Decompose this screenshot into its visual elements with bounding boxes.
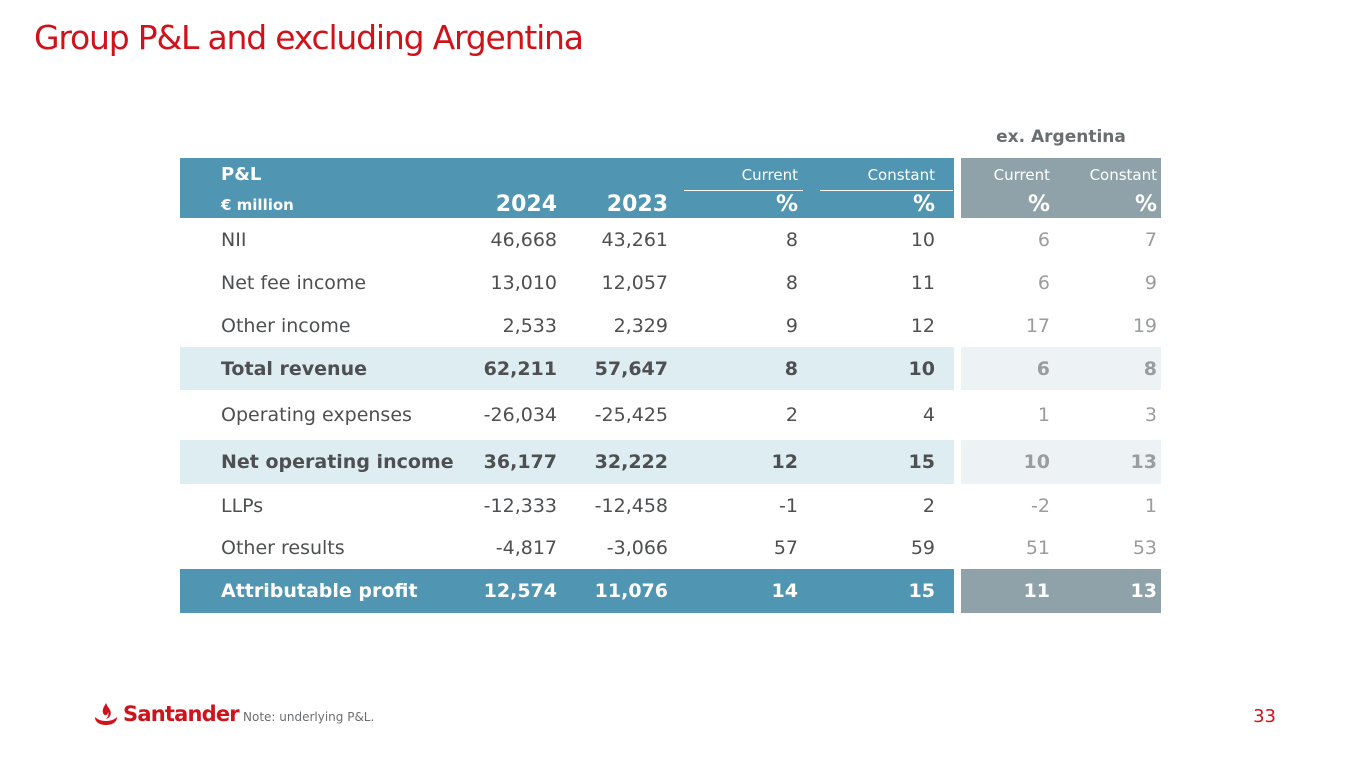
header-unit: € million bbox=[221, 196, 294, 214]
cell-ex-constant-pct: 13 bbox=[1130, 580, 1157, 602]
cell-2024: 12,574 bbox=[483, 580, 557, 602]
table-row-net-operating-income bbox=[180, 440, 1161, 484]
cell-2024: 46,668 bbox=[490, 228, 557, 251]
cell-ex-constant-pct: 7 bbox=[1144, 228, 1157, 251]
header-constant: Constant bbox=[867, 166, 935, 184]
cell-constant-pct: 15 bbox=[908, 580, 935, 602]
cell-ex-current-pct: 11 bbox=[1023, 580, 1050, 602]
cell-constant-pct: 10 bbox=[910, 228, 935, 251]
row-label: Net fee income bbox=[221, 271, 367, 294]
header-year-2024: 2024 bbox=[495, 192, 557, 217]
table-row bbox=[180, 304, 1161, 347]
table-row bbox=[180, 261, 1161, 304]
brand-name: Santander bbox=[123, 702, 239, 726]
cell-constant-pct: 12 bbox=[910, 314, 935, 337]
cell-2023: 2,329 bbox=[613, 314, 668, 337]
row-label: NII bbox=[221, 228, 247, 251]
cell-ex-current-pct: 10 bbox=[1023, 451, 1050, 473]
cell-ex-constant-pct: 13 bbox=[1130, 451, 1157, 473]
cell-2024: 36,177 bbox=[483, 451, 557, 473]
table-row-total-revenue bbox=[180, 347, 1161, 390]
cell-ex-current-pct: 17 bbox=[1025, 314, 1050, 337]
cell-constant-pct: 2 bbox=[922, 494, 935, 517]
cell-ex-current-pct: 6 bbox=[1037, 271, 1050, 294]
header-current-pct: % bbox=[775, 192, 798, 217]
cell-2023: 32,222 bbox=[594, 451, 668, 473]
cell-current-pct: 8 bbox=[785, 228, 798, 251]
header-main-bg bbox=[180, 158, 954, 218]
cell-ex-constant-pct: 53 bbox=[1132, 537, 1157, 559]
table-row bbox=[180, 393, 1161, 437]
table-row bbox=[180, 218, 1161, 261]
cell-ex-current-pct: -2 bbox=[1031, 494, 1050, 517]
ex-argentina-label: ex. Argentina bbox=[996, 127, 1126, 147]
cell-constant-pct: 10 bbox=[908, 357, 935, 380]
cell-2023: -3,066 bbox=[606, 537, 668, 559]
flame-icon bbox=[93, 702, 119, 726]
cell-current-pct: 8 bbox=[784, 357, 798, 380]
cell-2024: -26,034 bbox=[483, 404, 557, 426]
cell-constant-pct: 11 bbox=[910, 271, 935, 294]
header-ex-constant-pct: % bbox=[1134, 192, 1157, 217]
cell-constant-pct: 59 bbox=[910, 537, 935, 559]
page-number: 33 bbox=[1253, 706, 1276, 727]
cell-ex-constant-pct: 3 bbox=[1144, 404, 1157, 426]
cell-2023: 57,647 bbox=[594, 357, 668, 380]
header-ex-current: Current bbox=[993, 166, 1050, 184]
cell-current-pct: 57 bbox=[773, 537, 798, 559]
cell-constant-pct: 15 bbox=[908, 451, 935, 473]
page-title: Group P&L and excluding Argentina bbox=[34, 18, 583, 57]
header-divider-constant bbox=[820, 190, 953, 191]
cell-current-pct: 12 bbox=[771, 451, 798, 473]
cell-2023: 11,076 bbox=[594, 580, 668, 602]
cell-2023: 12,057 bbox=[601, 271, 668, 294]
row-label: Attributable profit bbox=[221, 580, 418, 602]
header-current: Current bbox=[741, 166, 798, 184]
cell-2024: 2,533 bbox=[502, 314, 557, 337]
table-row-attributable-profit bbox=[180, 569, 1161, 613]
cell-ex-constant-pct: 1 bbox=[1144, 494, 1157, 517]
row-label: Other results bbox=[221, 537, 345, 559]
cell-ex-current-pct: 6 bbox=[1036, 357, 1050, 380]
cell-ex-constant-pct: 19 bbox=[1132, 314, 1157, 337]
cell-2024: 13,010 bbox=[490, 271, 557, 294]
cell-ex-current-pct: 6 bbox=[1037, 228, 1050, 251]
header-year-2023: 2023 bbox=[606, 192, 668, 217]
row-label: LLPs bbox=[221, 494, 264, 517]
row-label: Total revenue bbox=[221, 357, 367, 380]
cell-2023: -12,458 bbox=[594, 494, 668, 517]
cell-2024: 62,211 bbox=[483, 357, 557, 380]
cell-current-pct: 2 bbox=[785, 404, 798, 426]
cell-ex-current-pct: 1 bbox=[1037, 404, 1050, 426]
header-ex-constant: Constant bbox=[1089, 166, 1157, 184]
cell-ex-constant-pct: 9 bbox=[1144, 271, 1157, 294]
header-pl: P&L bbox=[221, 164, 262, 185]
cell-2023: -25,425 bbox=[594, 404, 668, 426]
cell-2024: -12,333 bbox=[483, 494, 557, 517]
cell-current-pct: 8 bbox=[785, 271, 798, 294]
cell-current-pct: 9 bbox=[785, 314, 798, 337]
cell-constant-pct: 4 bbox=[922, 404, 935, 426]
table-row bbox=[180, 484, 1161, 527]
santander-logo bbox=[93, 702, 239, 726]
footnote: Note: underlying P&L. bbox=[243, 710, 375, 724]
cell-current-pct: 14 bbox=[771, 580, 798, 602]
cell-ex-current-pct: 51 bbox=[1025, 537, 1050, 559]
table-row bbox=[180, 527, 1161, 569]
cell-current-pct: -1 bbox=[779, 494, 798, 517]
cell-2023: 43,261 bbox=[601, 228, 668, 251]
row-label: Operating expenses bbox=[221, 404, 412, 426]
cell-ex-constant-pct: 8 bbox=[1143, 357, 1157, 380]
header-ex-current-pct: % bbox=[1027, 192, 1050, 217]
header-constant-pct: % bbox=[912, 192, 935, 217]
row-label: Net operating income bbox=[221, 451, 454, 473]
cell-2024: -4,817 bbox=[495, 537, 557, 559]
header-divider-current bbox=[684, 190, 803, 191]
row-label: Other income bbox=[221, 314, 351, 337]
